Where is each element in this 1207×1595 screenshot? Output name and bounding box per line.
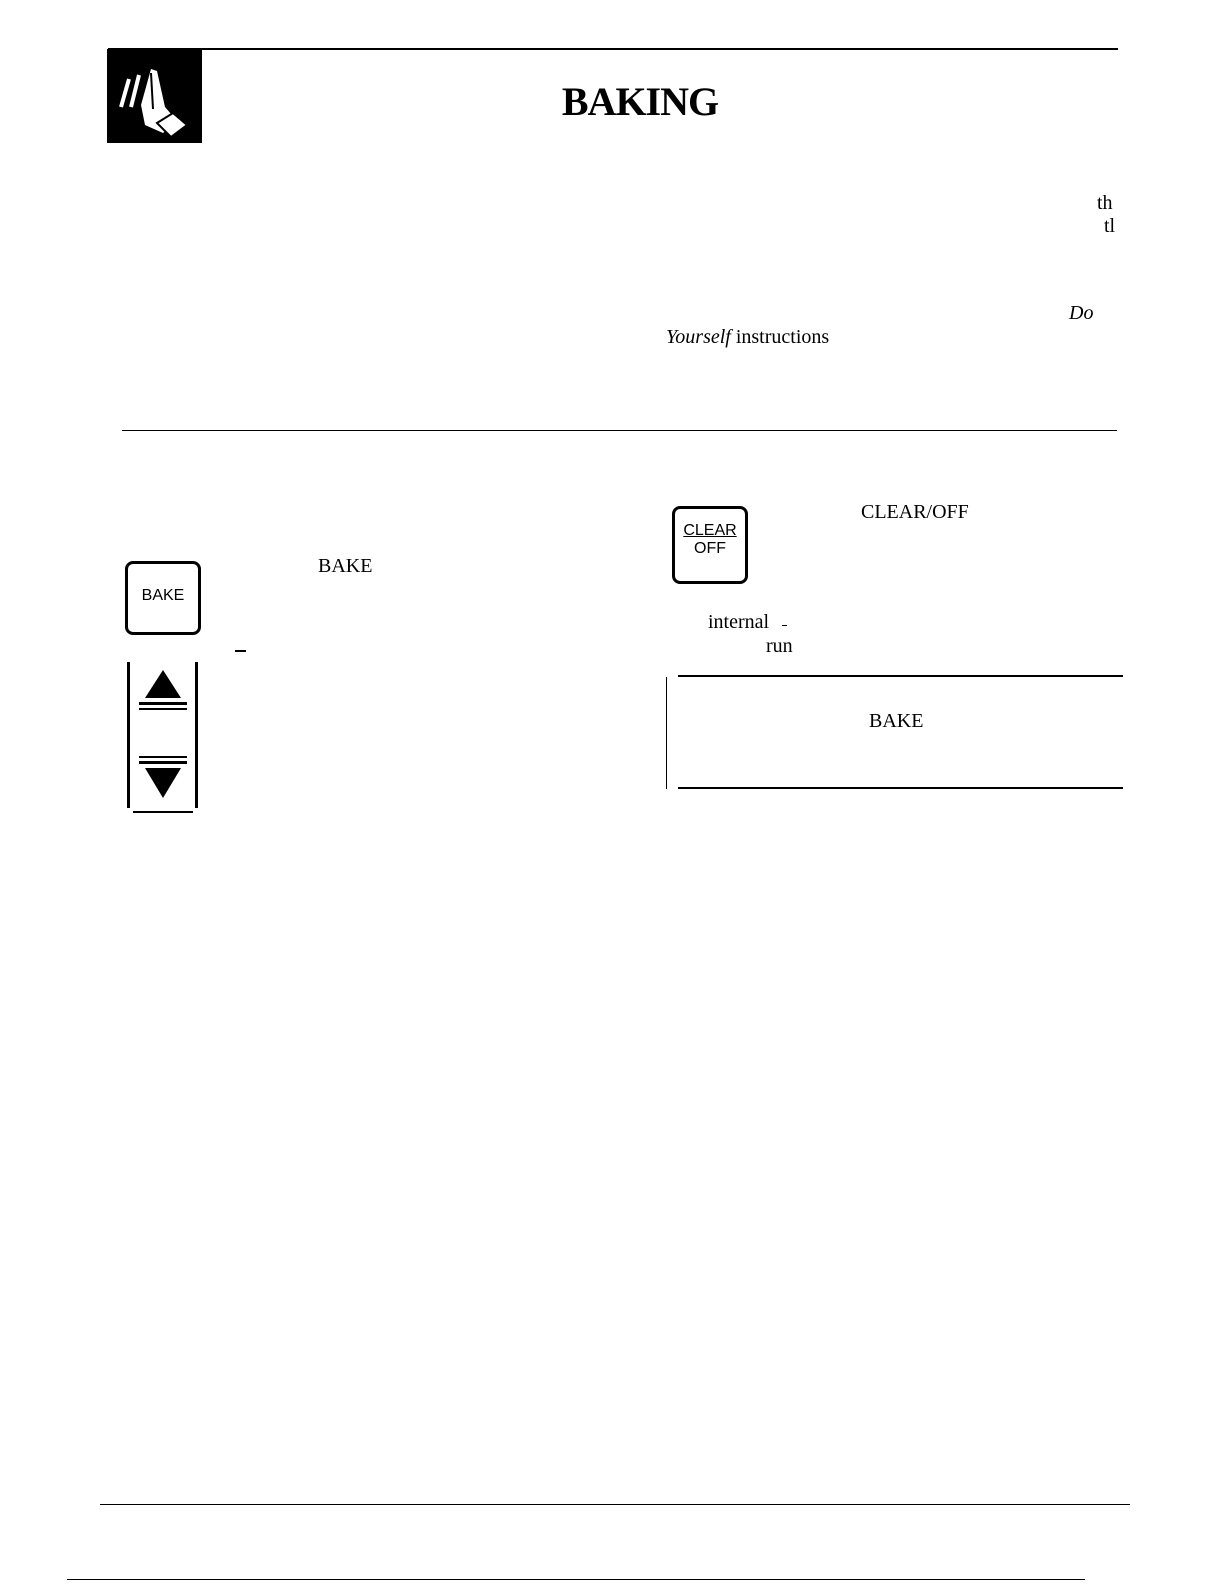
clear-key-label: CLEAR	[683, 522, 737, 539]
note-box-bottom	[678, 787, 1123, 789]
note-box-left	[666, 677, 667, 789]
hand-pressing-button-icon	[107, 49, 202, 143]
footer-rule-1	[100, 1504, 1130, 1505]
note-box-caption: BAKE	[869, 710, 924, 732]
instructions-text: instructions	[730, 326, 830, 348]
yourself-italic: Yourself	[666, 326, 731, 348]
dash-mark	[235, 650, 246, 652]
clear-off-key[interactable]	[672, 506, 748, 584]
arrow-pad-bottom-edge	[133, 811, 193, 813]
section-divider	[122, 430, 1117, 431]
down-arrow-icon[interactable]	[135, 754, 191, 800]
page-title: BAKING	[561, 79, 719, 124]
off-key-label: OFF	[694, 540, 726, 557]
bake-key[interactable]	[125, 561, 201, 635]
up-arrow-icon[interactable]	[135, 668, 191, 712]
text-fragment-top-1: th	[1097, 192, 1113, 214]
run-text: run	[766, 635, 793, 657]
arrow-pad-left-edge	[127, 662, 130, 808]
clear-key-caption: CLEAR/OFF	[861, 501, 969, 523]
text-fragment-top-2: tl	[1104, 215, 1116, 237]
footer-rule-2	[67, 1579, 1085, 1580]
header-rule	[108, 48, 1118, 50]
bake-key-label: BAKE	[141, 587, 185, 604]
underscore-mark	[782, 625, 787, 626]
do-it-yourself-ref-end	[666, 326, 829, 349]
bake-key-caption: BAKE	[318, 555, 373, 577]
note-box-top	[678, 675, 1123, 677]
arrow-pad-right-edge	[195, 662, 198, 808]
do-it-yourself-ref-start: Do	[1069, 302, 1094, 324]
internal-text: internal	[708, 611, 770, 633]
